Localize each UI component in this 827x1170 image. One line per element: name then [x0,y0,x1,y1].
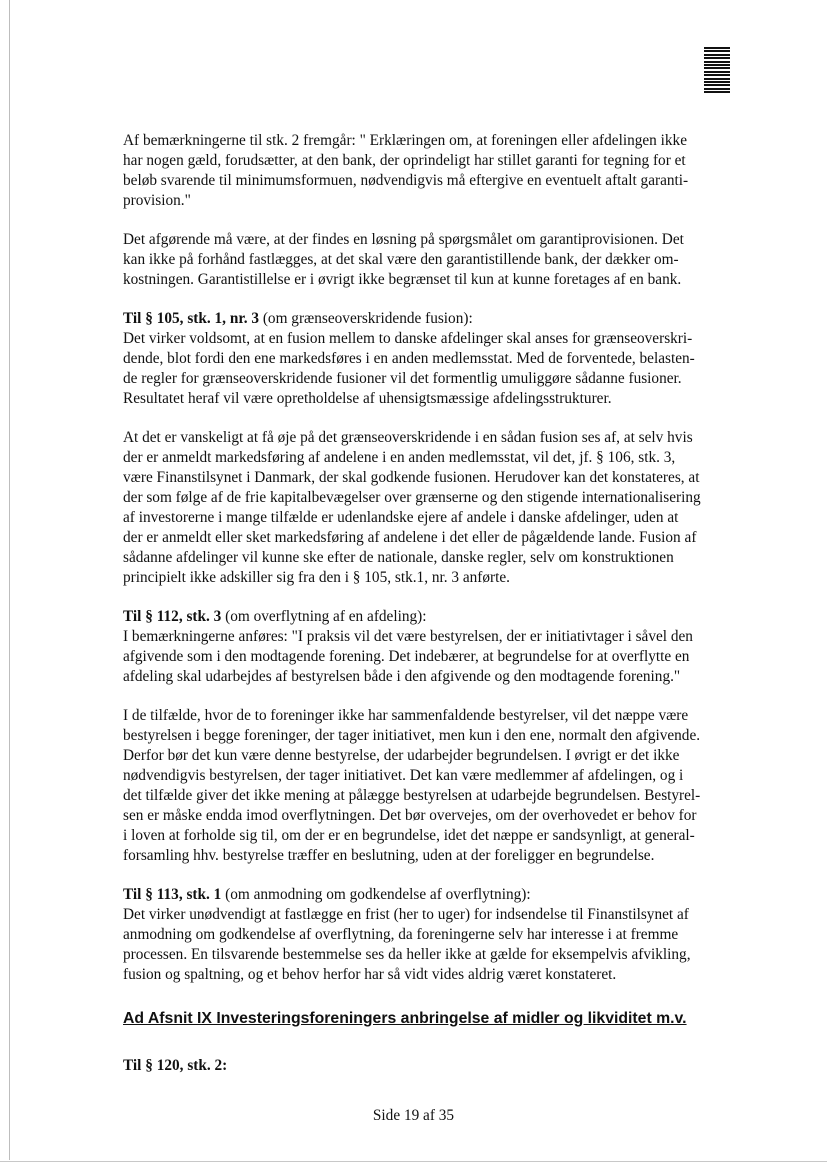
text-line: kostningen. Garantistillelse er i øvrigt ikke begrænset til kun at kunne foretages af en bank. [123,271,682,288]
text-line: Det afgørende må være, at der findes en løsning på spørgsmålet om garantiprovisionen. Det [123,231,684,248]
logo-bar [704,71,730,73]
logo-bar [704,54,730,56]
text-line: provision." [123,192,191,209]
document-logo [704,47,730,94]
logo-bar [704,78,730,80]
text-line: afgivende som i den modtagende forening. Det indebærer, at begrundelse for at overflytte en [123,648,690,665]
logo-bar [704,64,730,66]
text-line: være Finanstilsynet i Danmark, der skal godkende fusionen. Herudover kan det konstateres, at [123,469,700,486]
logo-bar [704,57,730,59]
text-line: I de tilfælde, hvor de to foreninger ikke har sammenfaldende bestyrelser, vil det næppe være [123,707,689,724]
text-line: Det virker voldsomt, at en fusion mellem to danske afdelinger skal anses for grænseoverskri- [123,330,693,347]
paragraph [123,131,753,211]
text-line: Resultatet heraf vil være opretholdelse af uhensigtsmæssige afdelingsstrukturer. [123,390,612,407]
paragraph-heading-line [123,309,753,329]
paragraph-list [123,131,753,985]
text-line: Det virker unødvendigt at fastlægge en frist (her to uger) for indsendelse til Finanstilsynet af [123,906,689,923]
paragraph-heading-line [123,885,753,905]
paragraph [123,885,753,985]
logo-bar [704,50,730,52]
text-line: de regler for grænseoverskridende fusioner vil det formentlig umuliggøre sådanne fusioner. [123,370,682,387]
text-line: der er anmeldt markedsføring af andelene i en anden medlemsstat, vil det, jf. § 106, stk. 3, [123,449,676,466]
text-line: der som følge af de frie kapitalbevægelser over grænserne og den stigende internationalisering [123,489,701,506]
text-line: har nogen gæld, forudsætter, at den bank, der oprindeligt har stillet garanti for tegning for et [123,152,686,169]
paragraph-lead-rest: (om anmodning om godkendelse af overflytning): [221,886,531,903]
paragraph-lead: Til § 113, stk. 1 [123,886,222,903]
text-line: anmodning om godkendelse af overflytning, da foreningerne selv har interesse i at fremme [123,926,679,943]
paragraph [123,230,753,290]
text-line: Derfor bør det kun være denne bestyrelse, der udarbejder begrundelsen. I øvrigt er det ikke [123,747,680,764]
paragraph [123,706,753,866]
subheading: Til § 120, stk. 2: [123,1057,228,1074]
text-line: der er anmeldt eller sket markedsføring af andelene i det eller de pågældende lande. Fusion af [123,529,697,546]
text-line: processen. En tilsvarende bestemmelse ses da heller ikke at gælde for eksempelvis afvikling, [123,946,691,963]
paragraph [123,309,753,409]
text-line: dende, blot fordi den ene markedsføres i en anden medlemsstat. Med de forventede, belasten- [123,350,695,367]
text-line: beløb svarende til minimumsformuen, nødvendigvis må eftergive en eventuelt aftalt garanti- [123,172,689,189]
text-line: det tilfælde giver det ikke mening at pålægge bestyrelsen at udarbejde begrundelsen. Bestyrel- [123,787,701,804]
text-line: sen er måske endda imod overflytningen. Det bør overvejes, om der overhovedet er behov for [123,807,697,824]
text-line: I bemærkningerne anføres: "I praksis vil det være bestyrelsen, der er initiativtager i såvel den [123,628,693,645]
logo-bar [704,67,730,69]
page-number: Side 19 af 35 [372,1107,455,1124]
text-line: bestyrelsen i begge foreninger, der tager initiativet, men kun i den ene, normalt den afgivende. [123,727,701,744]
text-line: nødvendigvis bestyrelsen, der tager initiativet. Det kan være medlemmer af afdelingen, og i [123,767,684,784]
paragraph-lead: Til § 112, stk. 3 [123,608,222,625]
logo-bar [704,91,730,93]
text-line: kan ikke på forhånd fastlægges, at det skal være den garantistillende bank, der dækker om- [123,251,679,268]
text-line: principielt ikke adskiller sig fra den i § 105, stk.1, nr. 3 anførte. [123,569,511,586]
paragraph [123,428,753,588]
text-line: sådanne afdelinger vil kunne ske efter de nationale, danske regler, selv om konstruktionen [123,549,674,566]
paragraph-lead: Til § 105, stk. 1, nr. 3 [123,310,260,327]
text-line: At det er vanskeligt at få øje på det grænseoverskridende i en sådan fusion ses af, at selv hvis [123,429,693,446]
text-line: forsamling hhv. bestyrelse træffer en beslutning, uden at der foreligger en begrundelse. [123,847,655,864]
paragraph [123,607,753,687]
paragraph-heading-line [123,607,753,627]
text-line: afdeling skal udarbejdes af bestyrelsen både i den afgivende og den modtagende forening." [123,668,681,685]
paragraph-lead-rest: (om overflytning af en afdeling): [221,608,427,625]
page-edge-rule [9,0,10,1160]
logo-bar [704,74,730,76]
paragraph-lead-rest: (om grænseoverskridende fusion): [259,310,473,327]
text-line: i loven at forholde sig til, om der er en begrundelse, idet det næppe er sandsynligt, at general- [123,827,695,844]
page-bottom-rule [0,1161,827,1162]
text-line: af investorerne i mange tilfælde er udenlandske ejere af andele i danske afdelinger, uden at [123,509,679,526]
text-line: fusion og spaltning, og et behov herfor har så vidt vides aldrig været konstateret. [123,966,617,983]
logo-bar [704,47,730,49]
logo-bar [704,88,730,90]
text-line: Af bemærkningerne til stk. 2 fremgår: " Erklæringen om, at foreningen eller afdelingen ikke [123,132,687,149]
section-heading: Ad Afsnit IX Investeringsforeningers anbringelse af midler og likviditet m.v. [123,1010,687,1027]
logo-bar [704,81,730,83]
logo-bar [704,84,730,86]
logo-bar [704,61,730,63]
document-body [123,131,753,1076]
